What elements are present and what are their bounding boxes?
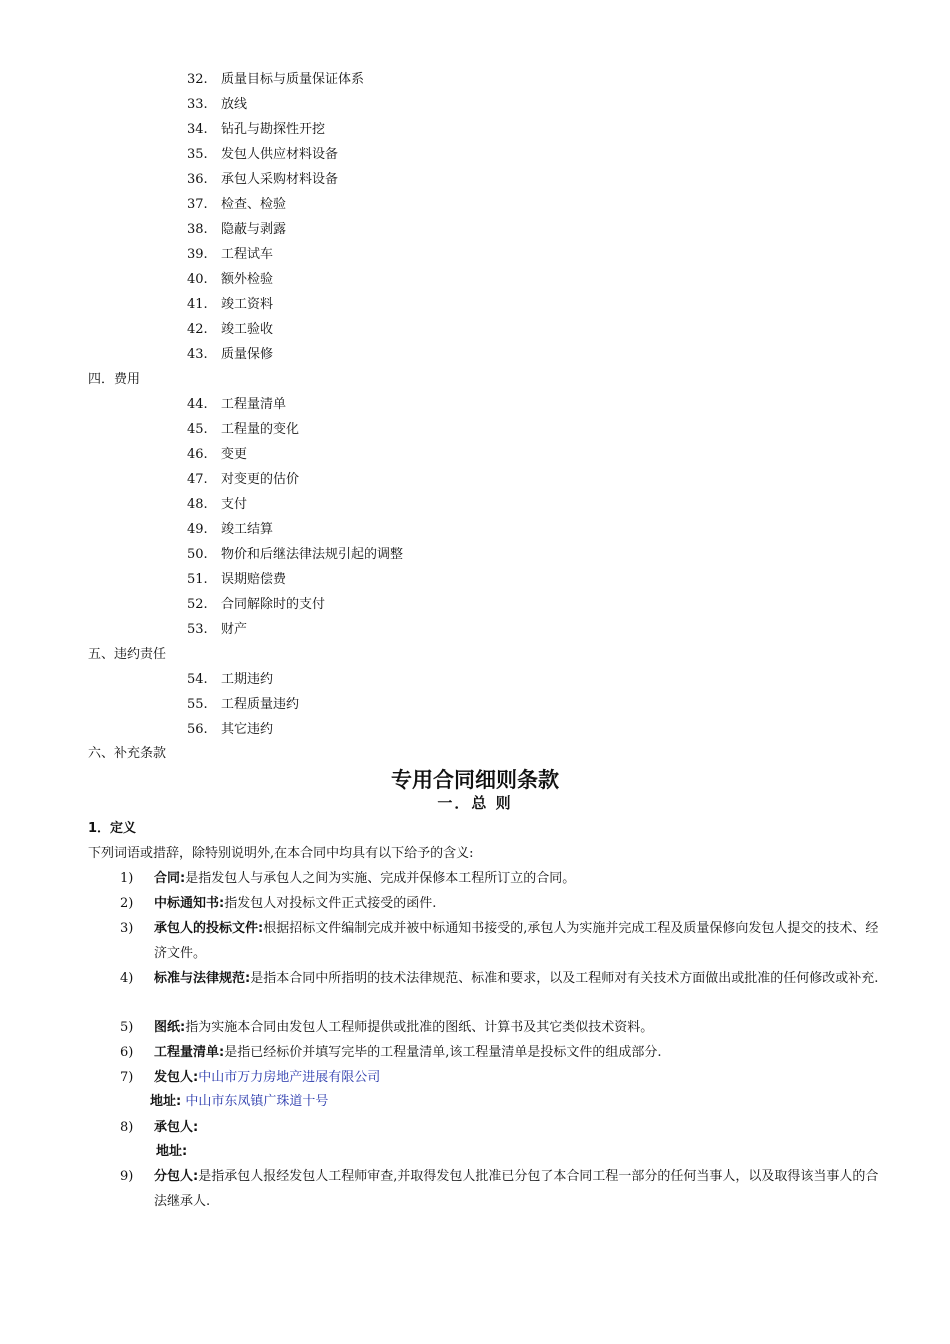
toc-item: 33. 放线 — [187, 97, 248, 112]
toc-item: 41. 竣工资料 — [187, 297, 274, 312]
definition-item: 4) 标准与法律规范:是指本合同中所指明的技术法律规范、标准和要求，以及工程师对有关技术方面做出或批准的任何修改或补充. — [120, 971, 879, 986]
chapter-title: 一．总 则 — [437, 794, 513, 812]
toc-item: 46. 变更 — [187, 447, 248, 462]
toc-item: 55. 工程质量违约 — [187, 697, 300, 712]
toc-item: 45. 工程量的变化 — [187, 422, 300, 437]
definition-item: 3) 承包人的投标文件:根据招标文件编制完成并被中标通知书接受的,承包人为实施并完成工程及质量保修向发包人提交的技术、经济文件。 — [120, 921, 879, 961]
toc-item: 39. 工程试车 — [187, 247, 274, 262]
employer-name: 中山市万力房地产进展有限公司 — [198, 1070, 381, 1085]
definition-item: 8) 承包人: — [120, 1120, 199, 1135]
toc-item: 32. 质量目标与质量保证体系 — [187, 72, 365, 87]
toc-item: 44. 工程量清单 — [187, 397, 287, 412]
toc-item: 37. 检查、检验 — [187, 197, 287, 212]
section-heading-supplementary: 六、补充条款 — [88, 746, 167, 761]
toc-item: 35. 发包人供应材料设备 — [187, 147, 339, 162]
section-heading-liability: 五、违约责任 — [88, 647, 167, 662]
toc-item: 52. 合同解除时的支付 — [187, 597, 326, 612]
toc-item: 36. 承包人采购材料设备 — [187, 172, 339, 187]
intro-paragraph: 下列词语或措辞，除特别说明外,在本合同中均具有以下给予的含义: — [88, 846, 474, 861]
definition-item: 6) 工程量清单:是指已经标价并填写完毕的工程量清单,该工程量清单是投标文件的组成部分. — [120, 1045, 662, 1060]
toc-item: 38. 隐蔽与剥露 — [187, 222, 287, 237]
definition-item: 9) 分包人:是指承包人报经发包人工程师审查,并取得发包人批准已分包了本合同工程一部分的任何当事人，以及取得该当事人的合法继承人. — [120, 1169, 879, 1209]
definition-item: 5) 图纸:指为实施本合同由发包人工程师提供或批准的图纸、计算书及其它类似技术资料。 — [120, 1020, 654, 1035]
definition-item: 1) 合同:是指发包人与承包人之间为实施、完成并保修本工程所订立的合同。 — [120, 871, 576, 886]
section-heading-fees: 四．费用 — [88, 372, 141, 387]
toc-item: 50. 物价和后继法律法规引起的调整 — [187, 547, 404, 562]
clause-heading: 1．定义 — [88, 821, 137, 836]
toc-item: 53. 财产 — [187, 622, 248, 637]
toc-item: 48. 支付 — [187, 497, 248, 512]
definition-item: 7) 发包人:中山市万力房地产进展有限公司 — [120, 1070, 381, 1085]
toc-item: 34. 钻孔与勘探性开挖 — [187, 122, 326, 137]
definition-item: 2) 中标通知书:指发包人对投标文件正式接受的函件. — [120, 896, 437, 911]
toc-item: 47. 对变更的估价 — [187, 472, 300, 487]
page-title: 专用合同细则条款 — [391, 768, 559, 792]
toc-item: 54. 工期违约 — [187, 672, 274, 687]
toc-item: 51. 误期赔偿费 — [187, 572, 287, 587]
toc-item: 42. 竣工验收 — [187, 322, 274, 337]
toc-item: 40. 额外检验 — [187, 272, 274, 287]
toc-item: 56. 其它违约 — [187, 722, 274, 737]
employer-address: 地址: 中山市东凤镇广珠道十号 — [150, 1094, 329, 1109]
contractor-address: 地址: — [156, 1144, 188, 1159]
toc-item: 49. 竣工结算 — [187, 522, 274, 537]
toc-item: 43. 质量保修 — [187, 347, 274, 362]
